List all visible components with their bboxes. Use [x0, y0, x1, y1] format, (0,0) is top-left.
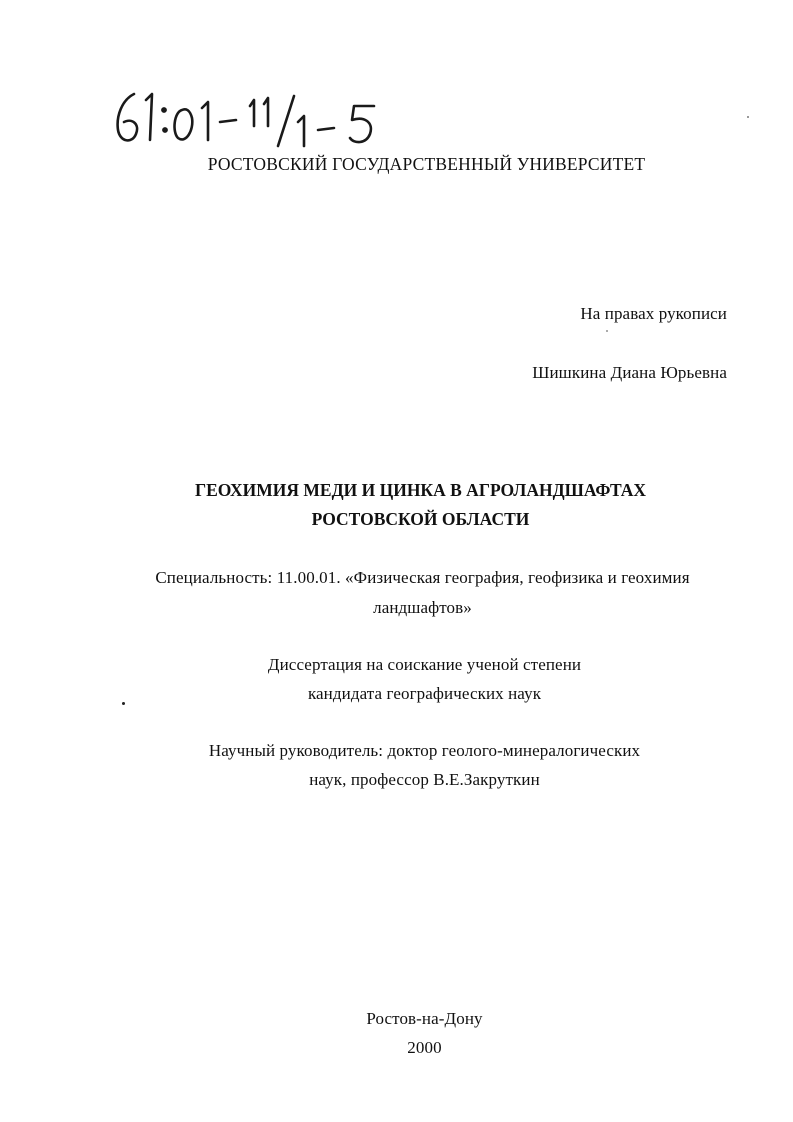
university-name: РОСТОВСКИЙ ГОСУДАРСТВЕННЫЙ УНИВЕРСИТЕТ: [207, 154, 646, 174]
handwritten-archive-code: [112, 86, 412, 150]
dissertation-title-line-1: ГЕОХИМИЯ МЕДИ И ЦИНКА В АГРОЛАНДШАФТАХ: [194, 480, 647, 500]
supervisor-line-2: наук, профессор В.Е.Закруткин: [309, 770, 540, 789]
scan-speck: [606, 330, 608, 332]
city: Ростов-на-Дону: [366, 1009, 483, 1028]
manuscript-note: На правах рукописи: [580, 304, 727, 323]
year: 2000: [407, 1038, 442, 1057]
degree-line-2: кандидата географических наук: [307, 684, 542, 703]
author-name: Шишкина Диана Юрьевна: [532, 363, 727, 382]
dissertation-title-line-2: РОСТОВСКОЙ ОБЛАСТИ: [311, 509, 530, 529]
specialty-line-1: Специальность: 11.00.01. «Физическая география, геофизика и геохимия: [155, 568, 690, 587]
scan-speck: [747, 116, 749, 118]
scan-speck: [122, 702, 125, 705]
degree-line-1: Диссертация на соискание ученой степени: [267, 655, 582, 674]
supervisor-line-1: Научный руководитель: доктор геолого-минералогических: [208, 741, 641, 760]
specialty-line-2: ландшафтов»: [373, 598, 472, 617]
